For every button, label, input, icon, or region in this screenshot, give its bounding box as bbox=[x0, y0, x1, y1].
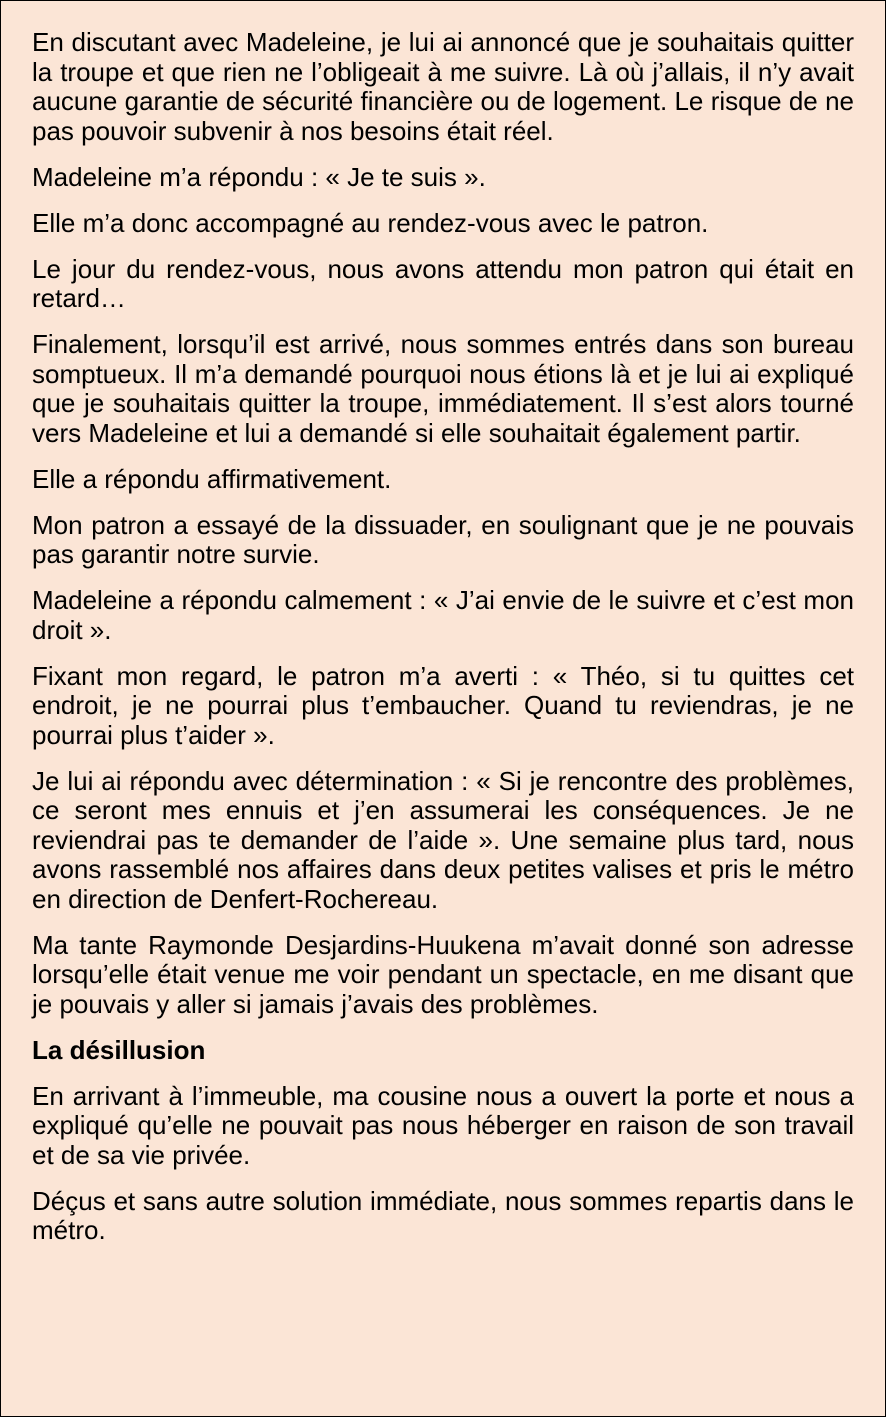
paragraph-determination: Je lui ai répondu avec détermination : « Si je rencontre des problèmes, ce seront mes ennuis et j’en assumerai les conséquences. Je ne reviendrai pas te demander de l’aide ». Une semaine plus tard, nous avons rassemblé nos affaires dans deux petites valises et pris le métro en direction de Denfert-Rochereau. bbox=[32, 765, 854, 914]
paragraph-madeleine-reply: Madeleine m’a répondu : « Je te suis ». bbox=[32, 161, 486, 192]
paragraph-appointment-day: Le jour du rendez-vous, nous avons attendu mon patron qui était en retard… bbox=[32, 253, 854, 313]
paragraph-office-meeting: Finalement, lorsqu’il est arrivé, nous sommes entrés dans son bureau somptueux. Il m’a demandé pourquoi nous étions là et je lui ai expliqué que je souhaitais quitter la troupe, immédiatement. Il s’est alors tourné vers Madeleine et lui a demandé si elle souhaitait également partir. bbox=[32, 329, 854, 448]
paragraph-madeleine-calm: Madeleine a répondu calmement : « J’ai envie de le suivre et c’est mon droit ». bbox=[32, 585, 854, 645]
paragraph-aunt-address: Ma tante Raymonde Desjardins-Huukena m’avait donné son adresse lorsqu’elle était venue me voir pendant un spectacle, en me disant que je pouvais y aller si jamais j’avais des problèmes. bbox=[32, 929, 854, 1019]
paragraph-dissuade: Mon patron a essayé de la dissuader, en soulignant que je ne pouvais pas garantir notre survie. bbox=[32, 509, 854, 569]
paragraph-metro: Déçus et sans autre solution immédiate, nous sommes repartis dans le métro. bbox=[32, 1185, 854, 1245]
paragraph-announcement: En discutant avec Madeleine, je lui ai annoncé que je souhaitais quitter la troupe et que rien ne l’obligeait à me suivre. Là où j’allais, il n’y avait aucune garantie de sécurité financière ou de logement. Le risque de ne pas pouvoir subvenir à nos besoins était réel. bbox=[32, 27, 854, 146]
section-heading: La désillusion bbox=[32, 1034, 206, 1065]
paragraph-cousin: En arrivant à l’immeuble, ma cousine nous a ouvert la porte et nous a expliqué qu’elle ne pouvait pas nous héberger en raison de son travail et de sa vie privée. bbox=[32, 1080, 854, 1170]
paragraph-boss-warning: Fixant mon regard, le patron m’a averti : « Théo, si tu quittes cet endroit, je ne pourrai plus t’embaucher. Quand tu reviendras, je ne pourrai plus t’aider ». bbox=[32, 660, 854, 750]
paragraph-affirmative: Elle a répondu affirmativement. bbox=[32, 463, 392, 494]
paragraph-accompanied: Elle m’a donc accompagné au rendez-vous avec le patron. bbox=[32, 207, 709, 238]
